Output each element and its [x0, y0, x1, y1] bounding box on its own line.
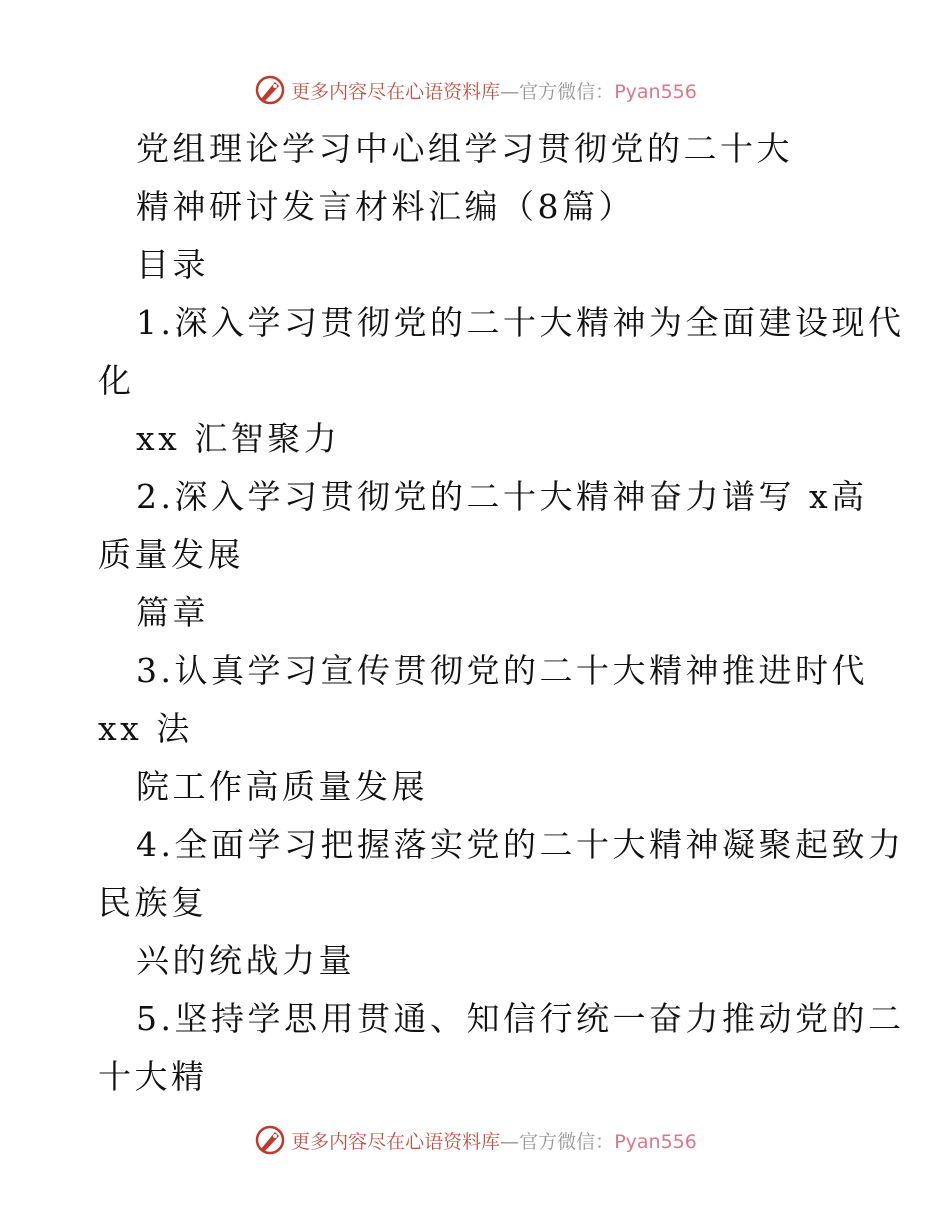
watermark-banner-bottom: [0, 1120, 950, 1160]
toc-line: xx 法: [98, 709, 193, 748]
toc-line: 十大精: [98, 1057, 208, 1096]
pen-nib-circle-icon: [253, 1123, 287, 1157]
toc-list: [98, 294, 905, 1106]
watermark-text: 更多内容尽在心语资料库—官方微信：Pyan556: [291, 1130, 697, 1153]
toc-heading: 目录: [136, 245, 209, 284]
watermark-text: 更多内容尽在心语资料库—官方微信：Pyan556: [291, 80, 697, 103]
toc-line: 化: [98, 361, 135, 400]
watermark-banner-top: [0, 70, 950, 110]
pen-nib-circle-icon: [253, 73, 287, 107]
toc-line: 5.坚持学思用贯通、知信行统一奋力推动党的二: [136, 999, 905, 1038]
toc-line: 兴的统战力量: [136, 941, 355, 980]
toc-line: 质量发展: [98, 535, 244, 574]
toc-line: 2.深入学习贯彻党的二十大精神奋力谱写 x高: [136, 477, 868, 516]
toc-line: 1.深入学习贯彻党的二十大精神为全面建设现代: [136, 303, 905, 342]
document-title-line-2: 精神研讨发言材料汇编（8篇）: [136, 187, 635, 226]
toc-line: xx 汇智聚力: [136, 419, 341, 458]
toc-line: 民族复: [98, 883, 208, 922]
toc-line: 3.认真学习宣传贯彻党的二十大精神推进时代: [136, 651, 868, 690]
document-title-line-1: 党组理论学习中心组学习贯彻党的二十大: [136, 129, 793, 168]
toc-line: 院工作高质量发展: [136, 767, 428, 806]
toc-line: 4.全面学习把握落实党的二十大精神凝聚起致力: [136, 825, 905, 864]
toc-line: 篇章: [136, 593, 209, 632]
document-body: [98, 120, 905, 1106]
